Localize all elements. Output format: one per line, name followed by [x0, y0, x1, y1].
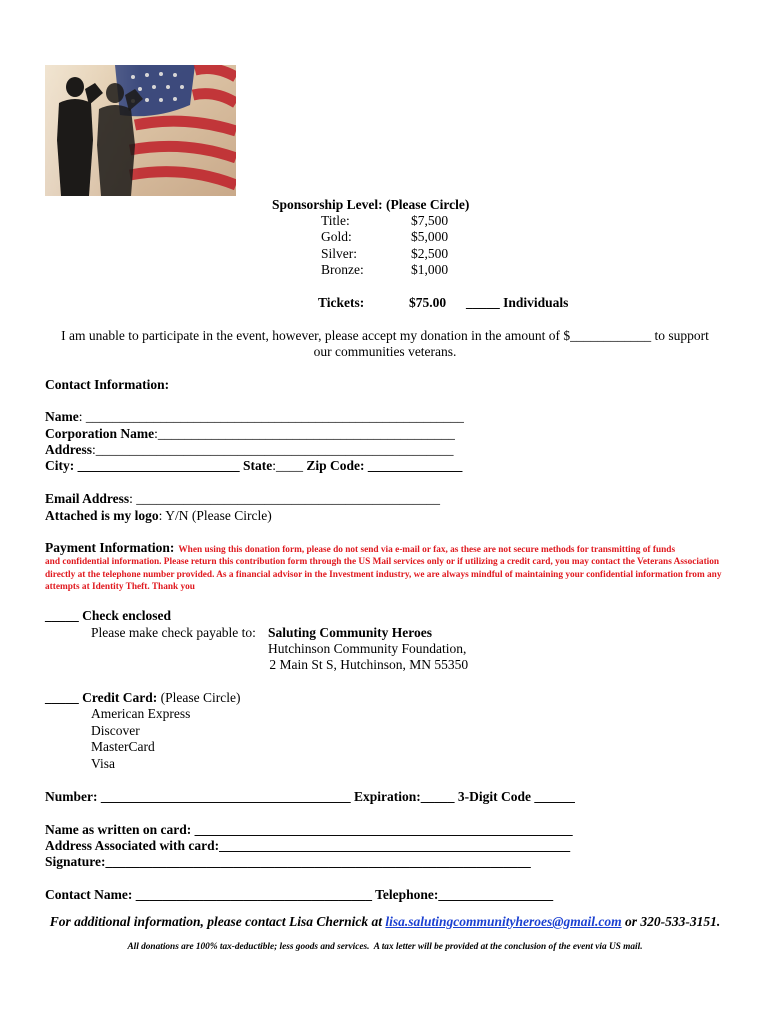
additional-info-pre: For additional information, please contact Lisa Chernick at	[49, 914, 386, 929]
card-option-mastercard[interactable]: MasterCard	[91, 739, 155, 754]
signature-field[interactable]: Signature:_______________________________________________________________	[45, 854, 531, 869]
credit-card-note: (Please Circle)	[157, 690, 241, 705]
donation-line-1: I am unable to participate in the event, however, please accept my donation in the amount of $____________ to support	[61, 328, 709, 343]
address-label: Address	[45, 442, 93, 457]
level-bronze-amount: $1,000	[411, 262, 449, 277]
card-option-amex[interactable]: American Express	[91, 706, 191, 721]
check-address: 2 Main St S, Hutchinson, MN 55350	[266, 657, 469, 672]
card-number-line[interactable]: Number: _____________________________________ Expiration:_____ 3-Digit Code ______	[45, 789, 575, 804]
corporation-label: Corporation Name	[45, 426, 155, 441]
city-label: City: ________________________ State	[45, 458, 273, 473]
check-enclosed-field[interactable]: _____ Check enclosed	[45, 608, 171, 623]
name-label: Name	[45, 409, 79, 424]
address-field[interactable]	[45, 442, 454, 458]
level-title-amount: $7,500	[411, 213, 449, 228]
zip-label: Zip Code: ______________	[303, 458, 463, 473]
name-field[interactable]	[45, 409, 464, 425]
logo-label: Attached is my logo	[45, 508, 159, 523]
city-state-zip-field[interactable]	[45, 458, 462, 474]
email-blank: : _____________________________________________	[129, 491, 441, 506]
card-address-field[interactable]: Address Associated with card:____________________________________________________	[45, 838, 571, 853]
payment-info-block	[45, 540, 735, 594]
check-payee: Saluting Community Heroes	[268, 625, 433, 640]
check-foundation: Hutchinson Community Foundation,	[268, 641, 467, 656]
credit-card-field[interactable]	[45, 690, 240, 706]
email-label: Email Address	[45, 491, 130, 506]
level-silver-amount: $2,500	[411, 246, 449, 261]
name-on-card-field[interactable]: Name as written on card: ________________________________________________________	[45, 822, 573, 837]
contact-heading: Contact Information:	[45, 377, 170, 392]
level-title-label: Title:	[321, 213, 350, 228]
card-option-visa[interactable]: Visa	[91, 756, 115, 771]
logo-value: : Y/N (Please Circle)	[158, 508, 272, 523]
name-blank: : ________________________________________________________	[78, 409, 464, 424]
payment-notice-rest: and confidential information. Please return this contribution form through the US Mail services only or if utilizing a credit card, you may contact the Veterans Association directly at the telephone number provided. As a financial advisor in the Investment industry, we are always mindful of maintaining your confidential information from any attempts at Identity Theft. Thank you	[45, 556, 722, 593]
payment-heading: Payment Information:	[45, 540, 175, 555]
contact-email-link[interactable]: lisa.salutingcommunityheroes@gmail.com	[385, 914, 622, 929]
level-bronze-label: Bronze:	[321, 262, 364, 277]
level-gold-amount: $5,000	[411, 229, 449, 244]
additional-info-post: or 320-533-3151.	[621, 914, 721, 929]
state-blank: :____	[272, 458, 303, 473]
sponsorship-heading: Sponsorship Level: (Please Circle)	[272, 197, 470, 212]
corporation-field[interactable]	[45, 426, 455, 442]
level-gold-label: Gold:	[321, 229, 352, 244]
soldiers-flag-image	[45, 65, 236, 196]
check-payable-label: Please make check payable to:	[91, 625, 256, 640]
level-silver-label: Silver:	[321, 246, 357, 261]
donation-line-2: our communities veterans.	[313, 344, 457, 359]
credit-card-label: _____ Credit Card:	[45, 690, 158, 705]
address-blank: :_____________________________________________________	[92, 442, 454, 457]
corporation-blank: :____________________________________________	[154, 426, 455, 441]
tax-note: All donations are 100% tax-deductible; less goods and services. A tax letter will be provided at the conclusion of the event via US mail.	[127, 942, 643, 952]
logo-field[interactable]	[45, 508, 272, 524]
payment-notice-first: When using this donation form, please do not send via e-mail or fax, as these are not secure methods for transmitting of funds	[178, 545, 676, 555]
contact-name-phone-line[interactable]: Contact Name: ___________________________________ Telephone:_________________	[45, 887, 554, 902]
tickets-amount: $75.00	[409, 295, 447, 310]
card-option-discover[interactable]: Discover	[91, 723, 140, 738]
tickets-individuals-field[interactable]: _____ Individuals	[466, 295, 569, 310]
email-field[interactable]	[45, 491, 440, 507]
additional-info	[0, 914, 770, 930]
tickets-label: Tickets:	[318, 295, 365, 310]
